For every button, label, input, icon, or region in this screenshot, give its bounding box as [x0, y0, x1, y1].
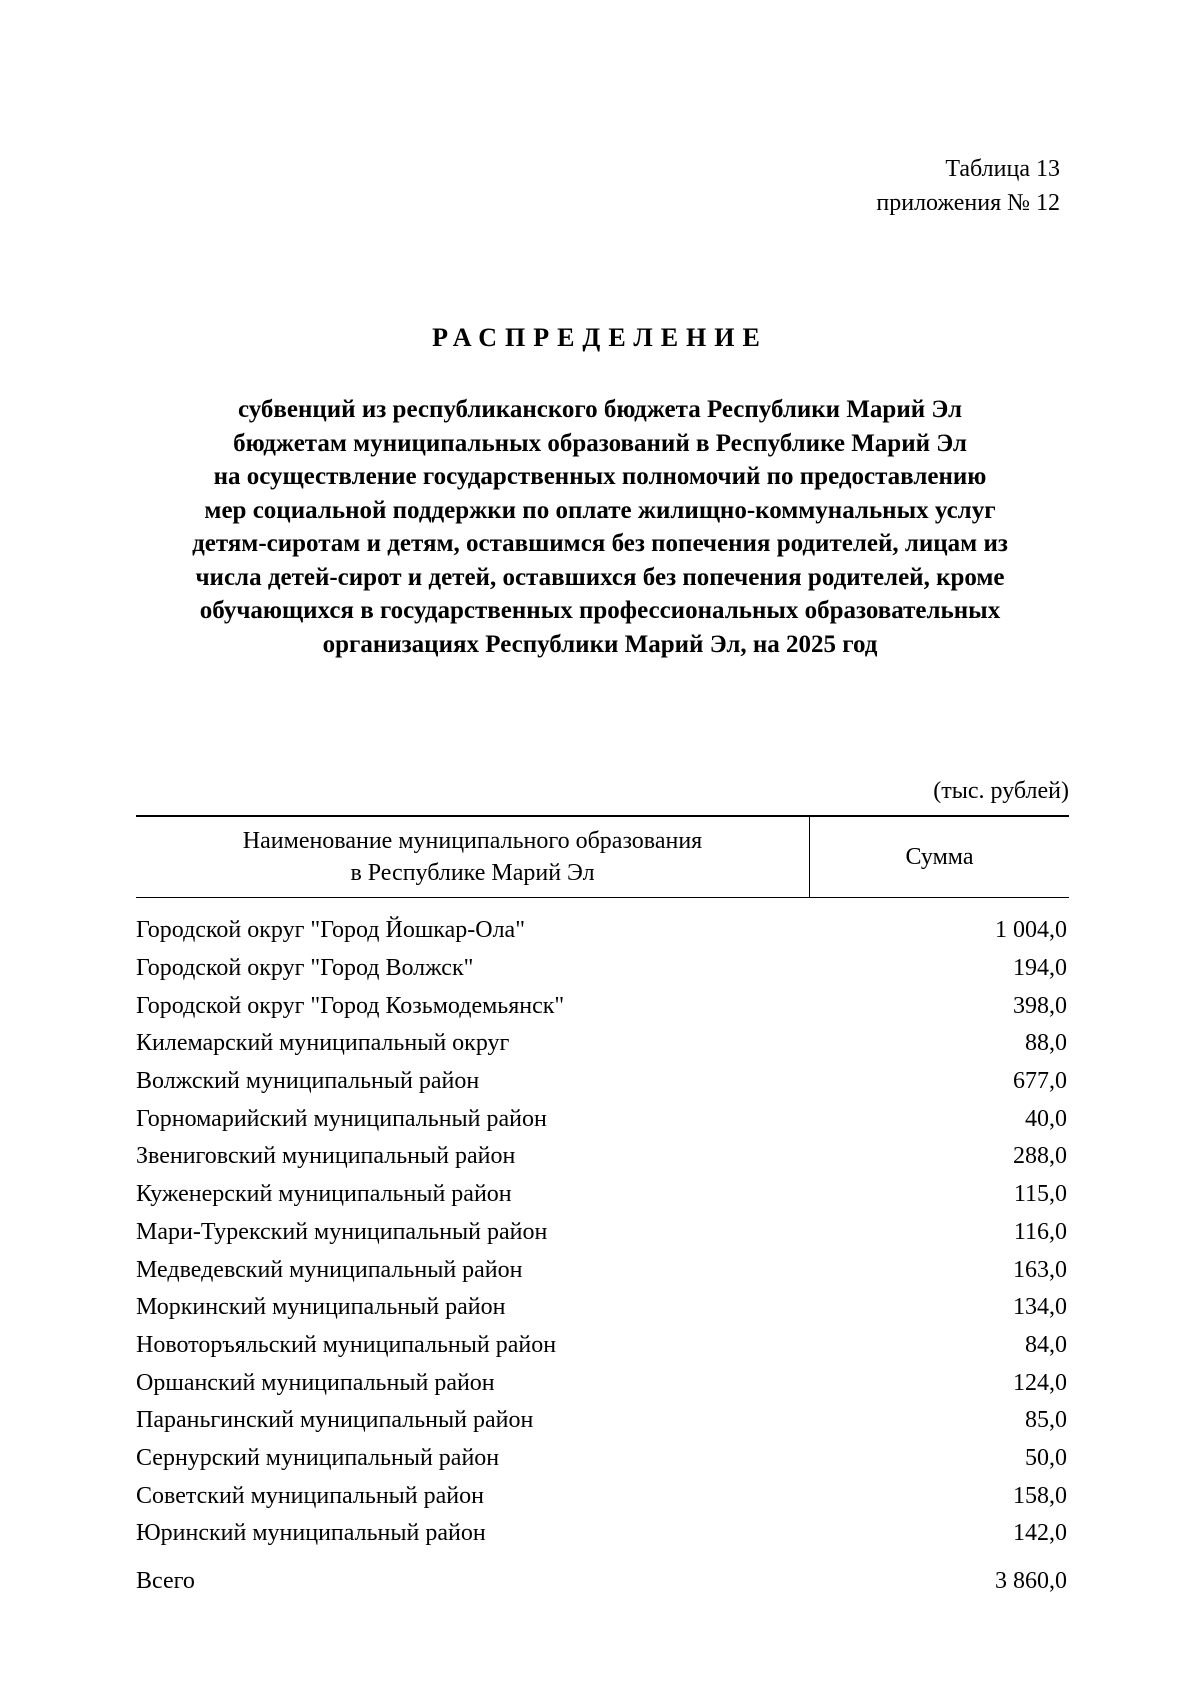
header-name-column [136, 817, 810, 897]
table-row [136, 1138, 1069, 1176]
subtitle-line: субвенций из республиканского бюджета Республики Марий Эл [237, 396, 963, 423]
total-row [136, 1563, 1069, 1601]
row-value: 84,0 [1025, 1331, 1067, 1358]
table-reference [876, 152, 1060, 220]
row-name: Оршанский муниципальный район [136, 1369, 495, 1396]
total-label: Всего [136, 1568, 195, 1595]
row-name: Куженерский муниципальный район [136, 1181, 512, 1208]
header-name-line: Наименование муниципального образования [242, 828, 703, 854]
subtitle-line: на осуществление государственных полномочий по предоставлению [213, 463, 987, 490]
subtitle-line: организациях Республики Марий Эл, на 2025 год [322, 630, 878, 658]
row-name: Волжский муниципальный район [136, 1068, 480, 1095]
row-name: Городской округ "Город Волжск" [136, 955, 474, 982]
units-label: (тыс. рублей) [933, 778, 1069, 804]
row-name: Моркинский муниципальный район [136, 1294, 506, 1321]
row-name: Новоторъяльский муниципальный район [136, 1331, 557, 1358]
row-value: 116,0 [1013, 1218, 1067, 1245]
table-row [136, 1176, 1069, 1214]
header-name-line: в Республике Марий Эл [350, 860, 595, 886]
row-value: 142,0 [1013, 1520, 1067, 1547]
total-value: 3 860,0 [995, 1568, 1067, 1595]
table-row [136, 1025, 1069, 1063]
row-value: 40,0 [1025, 1105, 1067, 1132]
table-row [136, 987, 1069, 1025]
table-row [136, 1402, 1069, 1440]
row-name: Килемарский муниципальный округ [136, 1030, 510, 1057]
row-name: Сернурский муниципальный район [136, 1444, 500, 1471]
table-row [136, 1515, 1069, 1553]
row-name: Юринский муниципальный район [136, 1520, 486, 1547]
row-value: 163,0 [1013, 1256, 1067, 1283]
row-name: Советский муниципальный район [136, 1482, 484, 1509]
table-row [136, 912, 1069, 950]
table-row [136, 950, 1069, 988]
table-row [136, 1440, 1069, 1478]
subtitle-line: бюджетам муниципальных образований в Республике Марий Эл [233, 429, 967, 457]
row-value: 677,0 [1013, 1068, 1067, 1095]
table-row [136, 1289, 1069, 1327]
row-value: 115,0 [1013, 1181, 1067, 1208]
table-body [136, 912, 1069, 1600]
row-value: 398,0 [1013, 992, 1067, 1019]
header-sum-column: Сумма [905, 843, 974, 870]
row-name: Городской округ "Город Йошкар-Ола" [136, 917, 526, 944]
row-value: 288,0 [1013, 1143, 1067, 1170]
subtitle-line: детям-сиротам и детям, оставшимся без попечения родителей, лицам из [192, 530, 1008, 557]
row-name: Звениговский муниципальный район [136, 1143, 516, 1170]
distribution-table [136, 815, 1069, 1600]
table-row [136, 1214, 1069, 1252]
row-name: Медведевский муниципальный район [136, 1256, 523, 1283]
table-row [136, 1100, 1069, 1138]
appendix-number: приложения № 12 [876, 190, 1060, 216]
document-subtitle [140, 393, 1060, 661]
row-name: Горномарийский муниципальный район [136, 1105, 547, 1132]
row-name: Параньгинский муниципальный район [136, 1407, 534, 1434]
row-name: Городской округ "Город Козьмодемьянск" [136, 992, 565, 1019]
row-value: 124,0 [1013, 1369, 1067, 1396]
table-header [136, 815, 1069, 898]
subtitle-line: мер социальной поддержки по оплате жилищно-коммунальных услуг [204, 496, 996, 524]
document-heading: РАСПРЕДЕЛЕНИЕ [432, 323, 768, 352]
row-value: 1 004,0 [995, 917, 1067, 944]
row-value: 158,0 [1013, 1482, 1067, 1509]
subtitle-line: обучающихся в государственных профессиональных образовательных [199, 597, 1001, 624]
row-value: 50,0 [1025, 1444, 1067, 1471]
table-row [136, 1063, 1069, 1101]
table-row [136, 1327, 1069, 1365]
row-value: 194,0 [1013, 955, 1067, 982]
row-value: 88,0 [1025, 1030, 1067, 1057]
table-row [136, 1477, 1069, 1515]
table-row [136, 1364, 1069, 1402]
row-name: Мари-Турекский муниципальный район [136, 1218, 548, 1245]
table-row [136, 1251, 1069, 1289]
row-value: 85,0 [1025, 1407, 1067, 1434]
table-number: Таблица 13 [945, 156, 1060, 182]
subtitle-line: числа детей-сирот и детей, оставшихся без попечения родителей, кроме [195, 563, 1005, 591]
row-value: 134,0 [1013, 1294, 1067, 1321]
